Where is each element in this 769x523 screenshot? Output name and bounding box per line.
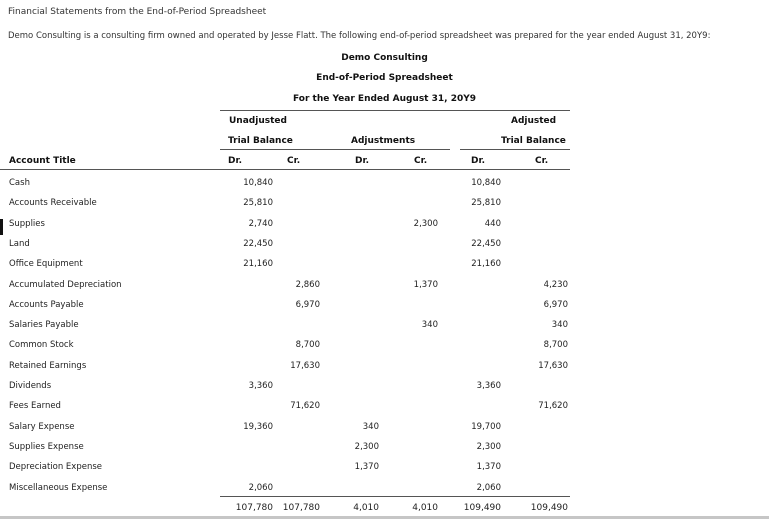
amount-atb-dr: 2,300 (476, 441, 501, 452)
amount-atb-dr: 25,810 (471, 198, 501, 209)
amount-adj-cr: 340 (421, 320, 438, 331)
header-rule-top (220, 110, 570, 111)
total-unadjusted-cr: 107,780 (282, 503, 320, 513)
amount-utb-dr: 10,840 (243, 178, 273, 188)
column-header-rule (0, 169, 570, 170)
table-row (0, 198, 769, 218)
section-title: Financial Statements from the End-of-Period Spreadsheet (8, 7, 267, 17)
col-unadjusted-dr: Dr. (228, 156, 243, 166)
amount-atb-dr: 22,450 (471, 238, 501, 249)
total-adjusted-dr: 109,490 (463, 503, 501, 513)
amount-atb-dr: 3,360 (476, 381, 501, 391)
amount-atb-dr: 440 (484, 218, 501, 229)
table-row (0, 320, 769, 340)
total-adjustments-dr: 4,010 (353, 503, 379, 513)
col-adjustments-cr: Cr. (414, 156, 428, 166)
table-row (0, 178, 769, 198)
amount-utb-dr: 22,450 (243, 238, 273, 249)
amount-adj-dr: 340 (362, 421, 379, 432)
table-row (0, 219, 769, 239)
table-row (0, 422, 769, 442)
amount-utb-cr: 6,970 (295, 299, 320, 310)
account-title: Accounts Receivable (9, 198, 97, 209)
amount-utb-cr: 8,700 (295, 340, 320, 351)
table-row (0, 239, 769, 259)
amount-utb-cr: 71,620 (290, 401, 320, 412)
account-title: Miscellaneous Expense (9, 482, 108, 493)
table-row (0, 483, 769, 503)
table-row (0, 361, 769, 381)
col-unadjusted-cr: Cr. (287, 156, 301, 166)
amount-atb-cr: 340 (551, 320, 568, 331)
amount-utb-dr: 25,810 (243, 198, 273, 209)
amount-utb-dr: 2,740 (248, 218, 273, 229)
table-row (0, 280, 769, 300)
amount-atb-cr: 4,230 (543, 279, 568, 290)
amount-adj-cr: 1,370 (413, 279, 438, 290)
amount-utb-dr: 2,060 (248, 482, 273, 493)
company-name: Demo Consulting (341, 53, 428, 63)
totals-rule (220, 496, 570, 497)
account-title: Supplies Expense (9, 441, 84, 452)
total-adjusted-cr: 109,490 (530, 503, 568, 513)
table-row (0, 300, 769, 320)
account-title: Accumulated Depreciation (9, 279, 122, 290)
amount-atb-cr: 8,700 (543, 340, 568, 351)
table-row (0, 381, 769, 401)
amount-atb-dr: 21,160 (471, 259, 501, 270)
account-title: Land (9, 238, 30, 249)
total-unadjusted-dr: 107,780 (235, 503, 273, 513)
account-title: Accounts Payable (9, 299, 84, 310)
amount-atb-dr: 19,700 (471, 421, 501, 432)
totals-row (0, 503, 769, 523)
account-title: Fees Earned (9, 401, 61, 412)
group-unadjusted-line2: Trial Balance (228, 136, 293, 146)
col-account-title: Account Title (9, 156, 76, 166)
group-adjusted-line1: Adjusted (511, 116, 557, 126)
table-row (0, 462, 769, 482)
amount-utb-dr: 3,360 (248, 381, 273, 391)
table-row (0, 259, 769, 279)
adjustments-rule (340, 149, 450, 150)
amount-utb-dr: 21,160 (243, 259, 273, 270)
amount-atb-cr: 6,970 (543, 299, 568, 310)
amount-atb-cr: 71,620 (538, 401, 568, 412)
period-label: For the Year Ended August 31, 20Y9 (293, 94, 476, 104)
amount-utb-cr: 17,630 (290, 360, 320, 371)
amount-utb-dr: 19,360 (243, 421, 273, 432)
group-unadjusted-line1: Unadjusted (229, 116, 287, 126)
account-title: Cash (9, 178, 30, 188)
group-adjusted-line2: Trial Balance (501, 136, 566, 146)
amount-atb-dr: 2,060 (476, 482, 501, 493)
account-title: Dividends (9, 381, 52, 391)
table-row (0, 401, 769, 421)
account-title: Common Stock (9, 340, 74, 351)
table-row (0, 340, 769, 360)
account-title: Salaries Payable (9, 320, 79, 331)
col-adjusted-cr: Cr. (535, 156, 549, 166)
account-title: Salary Expense (9, 421, 75, 432)
amount-adj-dr: 1,370 (354, 462, 379, 473)
group-adjustments: Adjustments (351, 136, 416, 146)
account-title: Supplies (9, 218, 45, 229)
adjusted-rule (460, 149, 570, 150)
col-adjusted-dr: Dr. (471, 156, 486, 166)
unadjusted-rule (220, 149, 340, 150)
account-title: Office Equipment (9, 259, 83, 270)
amount-adj-cr: 2,300 (413, 218, 438, 229)
amount-adj-dr: 2,300 (354, 441, 379, 452)
total-adjustments-cr: 4,010 (412, 503, 438, 513)
intro-text: Demo Consulting is a consulting firm owned and operated by Jesse Flatt. The following end-of-period spreadsheet was prepared for the year ended August 31, 20Y9: (8, 31, 711, 41)
col-adjustments-dr: Dr. (355, 156, 370, 166)
table-row (0, 442, 769, 462)
amount-atb-cr: 17,630 (538, 360, 568, 371)
amount-atb-dr: 1,370 (476, 462, 501, 473)
spreadsheet-title: End-of-Period Spreadsheet (316, 73, 453, 83)
amount-atb-dr: 10,840 (471, 178, 501, 188)
amount-utb-cr: 2,860 (295, 279, 320, 290)
account-title: Depreciation Expense (9, 462, 103, 473)
account-title: Retained Earnings (9, 360, 87, 371)
